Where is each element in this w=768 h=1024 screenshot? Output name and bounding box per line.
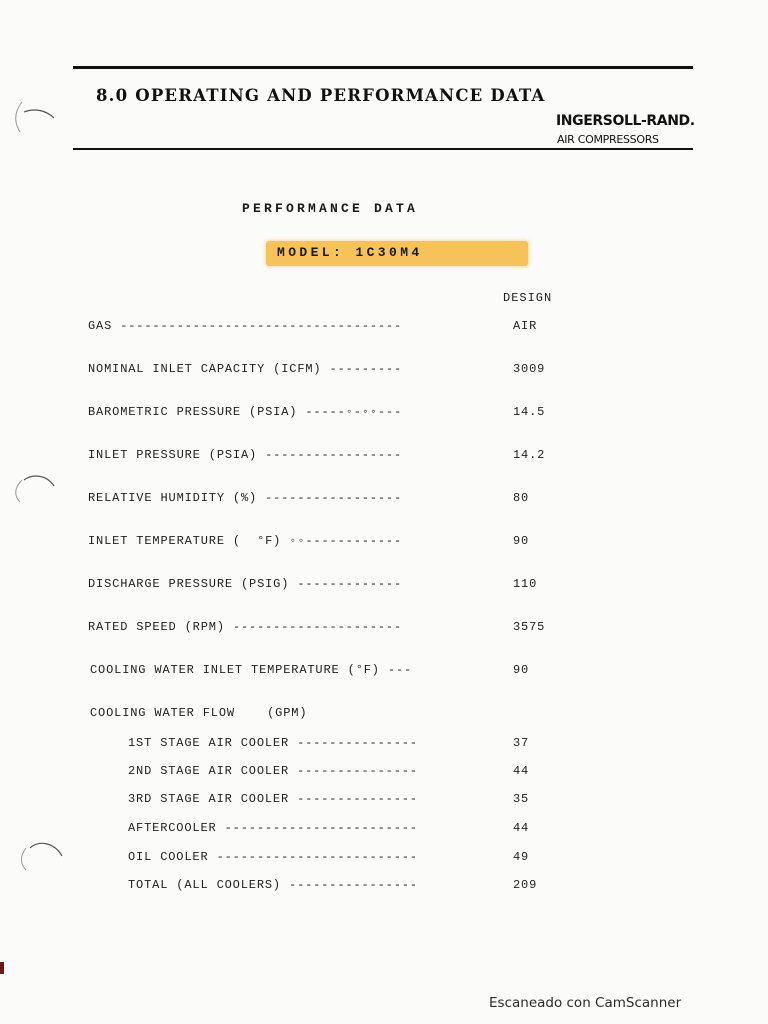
row-value: AIR — [513, 319, 538, 333]
row-label: RELATIVE HUMIDITY (%) ----------------- — [88, 491, 402, 505]
row-label: 1ST STAGE AIR COOLER --------------- — [128, 736, 418, 750]
row-label: COOLING WATER FLOW (GPM) — [90, 706, 308, 720]
brand-logo-subtitle: AIR COMPRESSORS — [557, 133, 659, 146]
row-value: 90 — [513, 534, 530, 548]
scan-smudge — [0, 962, 4, 974]
row-value: 14.5 — [513, 405, 546, 419]
header-top-rule — [73, 66, 693, 69]
brand-logo-name: INGERSOLL-RAND. — [556, 113, 695, 129]
row-label: AFTERCOOLER ------------------------ — [128, 821, 418, 835]
row-label: INLET PRESSURE (PSIA) ----------------- — [88, 448, 402, 462]
row-value: 35 — [513, 792, 530, 806]
row-label: DISCHARGE PRESSURE (PSIG) ------------- — [88, 577, 402, 591]
row-value: 3575 — [513, 620, 546, 634]
header-bottom-rule — [73, 148, 693, 150]
model-label: MODEL: 1C30M4 — [277, 245, 423, 260]
row-value: 3009 — [513, 362, 546, 376]
row-label: 3RD STAGE AIR COOLER --------------- — [128, 792, 418, 806]
row-label: BAROMETRIC PRESSURE (PSIA) -----◦-◦◦--- — [88, 405, 402, 419]
row-label: 2ND STAGE AIR COOLER --------------- — [128, 764, 418, 778]
row-value: 90 — [513, 663, 530, 677]
row-value: 44 — [513, 764, 530, 778]
row-label: RATED SPEED (RPM) --------------------- — [88, 620, 402, 634]
row-label: GAS ----------------------------------- — [88, 319, 402, 333]
row-value: 44 — [513, 821, 530, 835]
row-value: 110 — [513, 577, 538, 591]
row-value: 80 — [513, 491, 530, 505]
document-title: PERFORMANCE DATA — [242, 201, 419, 216]
binder-hole-mark-bottom — [10, 834, 66, 874]
row-value: 209 — [513, 878, 538, 892]
row-label: COOLING WATER INLET TEMPERATURE (°F) --- — [90, 663, 413, 677]
binder-hole-mark-middle — [6, 468, 58, 508]
row-label: INLET TEMPERATURE ( °F) ◦◦------------ — [88, 534, 402, 548]
row-value: 37 — [513, 736, 530, 750]
scanner-watermark: Escaneado con CamScanner — [489, 995, 682, 1011]
row-label: OIL COOLER ------------------------- — [128, 850, 418, 864]
row-label: NOMINAL INLET CAPACITY (ICFM) --------- — [88, 362, 402, 376]
row-value: 49 — [513, 850, 530, 864]
design-column-header: DESIGN — [503, 291, 553, 305]
binder-hole-mark-top — [6, 98, 58, 138]
row-value: 14.2 — [513, 448, 546, 462]
row-label: TOTAL (ALL COOLERS) ---------------- — [128, 878, 418, 892]
section-title: 8.0 OPERATING AND PERFORMANCE DATA — [96, 86, 546, 105]
